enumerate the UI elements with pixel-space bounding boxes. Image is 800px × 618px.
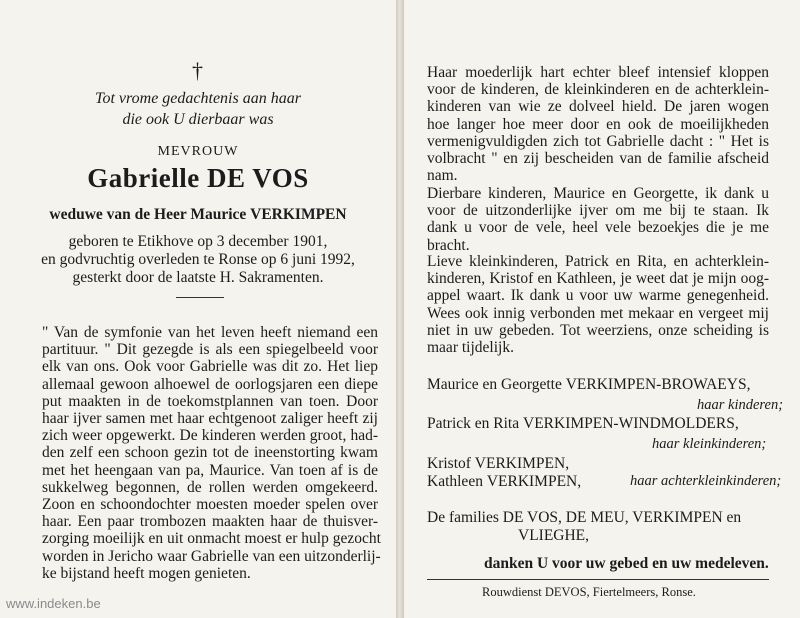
- paragraph-line: maar tijdelijk.: [427, 339, 514, 357]
- quote-line: haar. Een paar trombozen maakten haar de thuisver-: [42, 513, 378, 531]
- family-line-2: [427, 415, 739, 433]
- family-names: Patrick en Rita: [427, 415, 523, 432]
- quote-line: zorging moeilijk en uit onmacht moest er hulp gezocht: [42, 530, 381, 548]
- card-fold: [396, 0, 404, 618]
- undertaker-line: [482, 585, 696, 600]
- sacraments-line: gesterkt door de laatste H. Sakramenten.: [72, 269, 324, 286]
- undertaker-prefix: Rouwdienst: [482, 585, 545, 599]
- paragraph-line: Haar moederlijk hart echter bleef intensief kloppen: [427, 64, 769, 81]
- quote-line: elk van ons. Ook voor Gabrielle was dit zo. Het liep: [42, 358, 378, 376]
- quote-line: put maakten in de toekomstplannen van toen. Door: [42, 392, 378, 410]
- quote-line: haar ijver samen met haar echtgenoot zaliger heeft zij: [42, 410, 378, 428]
- family-surname: VERKIMPEN-WINDMOLDERS,: [523, 415, 739, 432]
- families-prefix: De families: [427, 509, 503, 526]
- undertaker-name: DEVOS: [544, 585, 587, 599]
- family-role-2: haar kleinkinderen;: [652, 436, 767, 452]
- quote-line: met het heengaan van pa, Maurice. Van toen af is de: [42, 461, 378, 479]
- quote-line: partituur. " Dit gezegde is als een spiegelbeeld voor: [42, 341, 378, 359]
- undertaker-address: , Fiertelmeers, Ronse.: [586, 585, 696, 599]
- paragraph-line: appel waart. Ik dank u voor uw warme genegenheid.: [427, 287, 769, 305]
- families-line-1: [427, 509, 741, 527]
- family-line-3b: [427, 473, 581, 491]
- paragraph-line: Lieve kleinkinderen, Patrick en Rita, en achterklein-: [427, 253, 769, 270]
- cross-icon: †: [192, 58, 203, 83]
- family-names: Kristof: [427, 455, 475, 472]
- family-surname: VERKIMPEN,: [486, 473, 582, 490]
- deceased-name: Gabrielle DE VOS: [87, 163, 309, 193]
- quote-line: zich weer opgewerkt. De kinderen werden groot, had-: [42, 427, 378, 445]
- family-surname: VERKIMPEN,: [474, 455, 570, 472]
- family-role-1: haar kinderen;: [697, 397, 784, 413]
- paragraph-line: bracht.: [427, 236, 470, 254]
- quote-line: allemaal gewoon alhoewel de oorlogsjaren een diepe: [42, 375, 378, 393]
- quote-paragraph: [42, 324, 381, 582]
- born-line: geboren te Etikhove op 3 december 1901,: [68, 233, 328, 250]
- quote-line: ke bijstand heeft mogen genieten.: [42, 564, 251, 582]
- intro-line-1: Tot vrome gedachtenis aan haar: [95, 90, 301, 107]
- family-line-3a: [427, 455, 569, 473]
- family-role-3: haar achterkleinkinderen;: [630, 473, 782, 489]
- paragraph-3: [427, 253, 769, 356]
- paragraph-line: kinderen van wie ze dolveel hield. De jaren wogen: [427, 98, 769, 116]
- families-names: DE VOS, DE MEU, VERKIMPEN: [502, 509, 723, 526]
- paragraph-line: niet in uw gebeden. Tot weerziens, onze scheiding is: [427, 321, 769, 339]
- quote-line: Zoon en schoondochter moesten moeder spelen over: [42, 496, 378, 514]
- family-line-1: [427, 376, 750, 394]
- family-names: Maurice en Georgette: [427, 376, 566, 393]
- family-surname: VERKIMPEN-BROWAEYS,: [565, 376, 751, 393]
- paragraph-line: voor de uitzonderlijke ijver om me bij te staan. Ik: [427, 202, 769, 220]
- paragraph-line: hoe langer hoe meer door en ook de moeilijkheden: [427, 115, 769, 133]
- paragraph-2: [427, 185, 769, 254]
- widow-line: [0, 206, 396, 224]
- widow-prefix: weduwe van de Heer Maurice: [49, 206, 251, 223]
- paragraph-line: nam.: [427, 167, 458, 185]
- family-names: Kathleen: [427, 473, 487, 490]
- paragraph-line: voor de kinderen, de kleinkinderen en de achterklein-: [427, 81, 769, 99]
- quote-line: " Van de symfonie van het leven heeft niemand een: [42, 324, 378, 341]
- paragraph-line: dank u voor de vele, heel vele bezoekjes die je me: [427, 219, 769, 237]
- watermark: www.indeken.be: [6, 596, 101, 611]
- died-line: en godvruchtig overleden te Ronse op 6 juni 1992,: [41, 251, 355, 268]
- paragraph-1: [427, 64, 769, 184]
- divider-rule: [176, 297, 224, 298]
- paragraph-line: kinderen, Kristof en Kathleen, je weet dat je mijn oog-: [427, 270, 769, 288]
- widow-surname: VERKIMPEN: [250, 206, 347, 223]
- families-line-2: VLIEGHE,: [518, 527, 590, 544]
- paragraph-line: Wees ook innig verbonden met mekaar en vergeet mij: [427, 304, 769, 322]
- paragraph-line: Dierbare kinderen, Maurice en Georgette, ik dank u: [427, 185, 769, 202]
- quote-line: den zelf een schoon gezin tot de ineenstorting kwam: [42, 444, 378, 462]
- thanks-line: danken U voor uw gebed en uw medeleven.: [484, 555, 769, 572]
- quote-line: worden in Jericho waar Gabrielle van een uitzonderlij-: [42, 547, 381, 565]
- paragraph-line: vermenigvuldigden zich tot Gabrielle dacht : " Het is: [427, 132, 769, 150]
- intro-line-2: die ook U dierbaar was: [122, 111, 274, 128]
- quote-line: sukkelweg begonnen, de rollen werden omgekeerd.: [42, 478, 378, 496]
- title-mevrouw: MEVROUW: [157, 144, 239, 159]
- paragraph-line: volbracht " en zij bescheiden van de familie afscheid: [427, 150, 769, 168]
- families-conjunction: en: [722, 509, 742, 526]
- footer-rule: [427, 579, 769, 580]
